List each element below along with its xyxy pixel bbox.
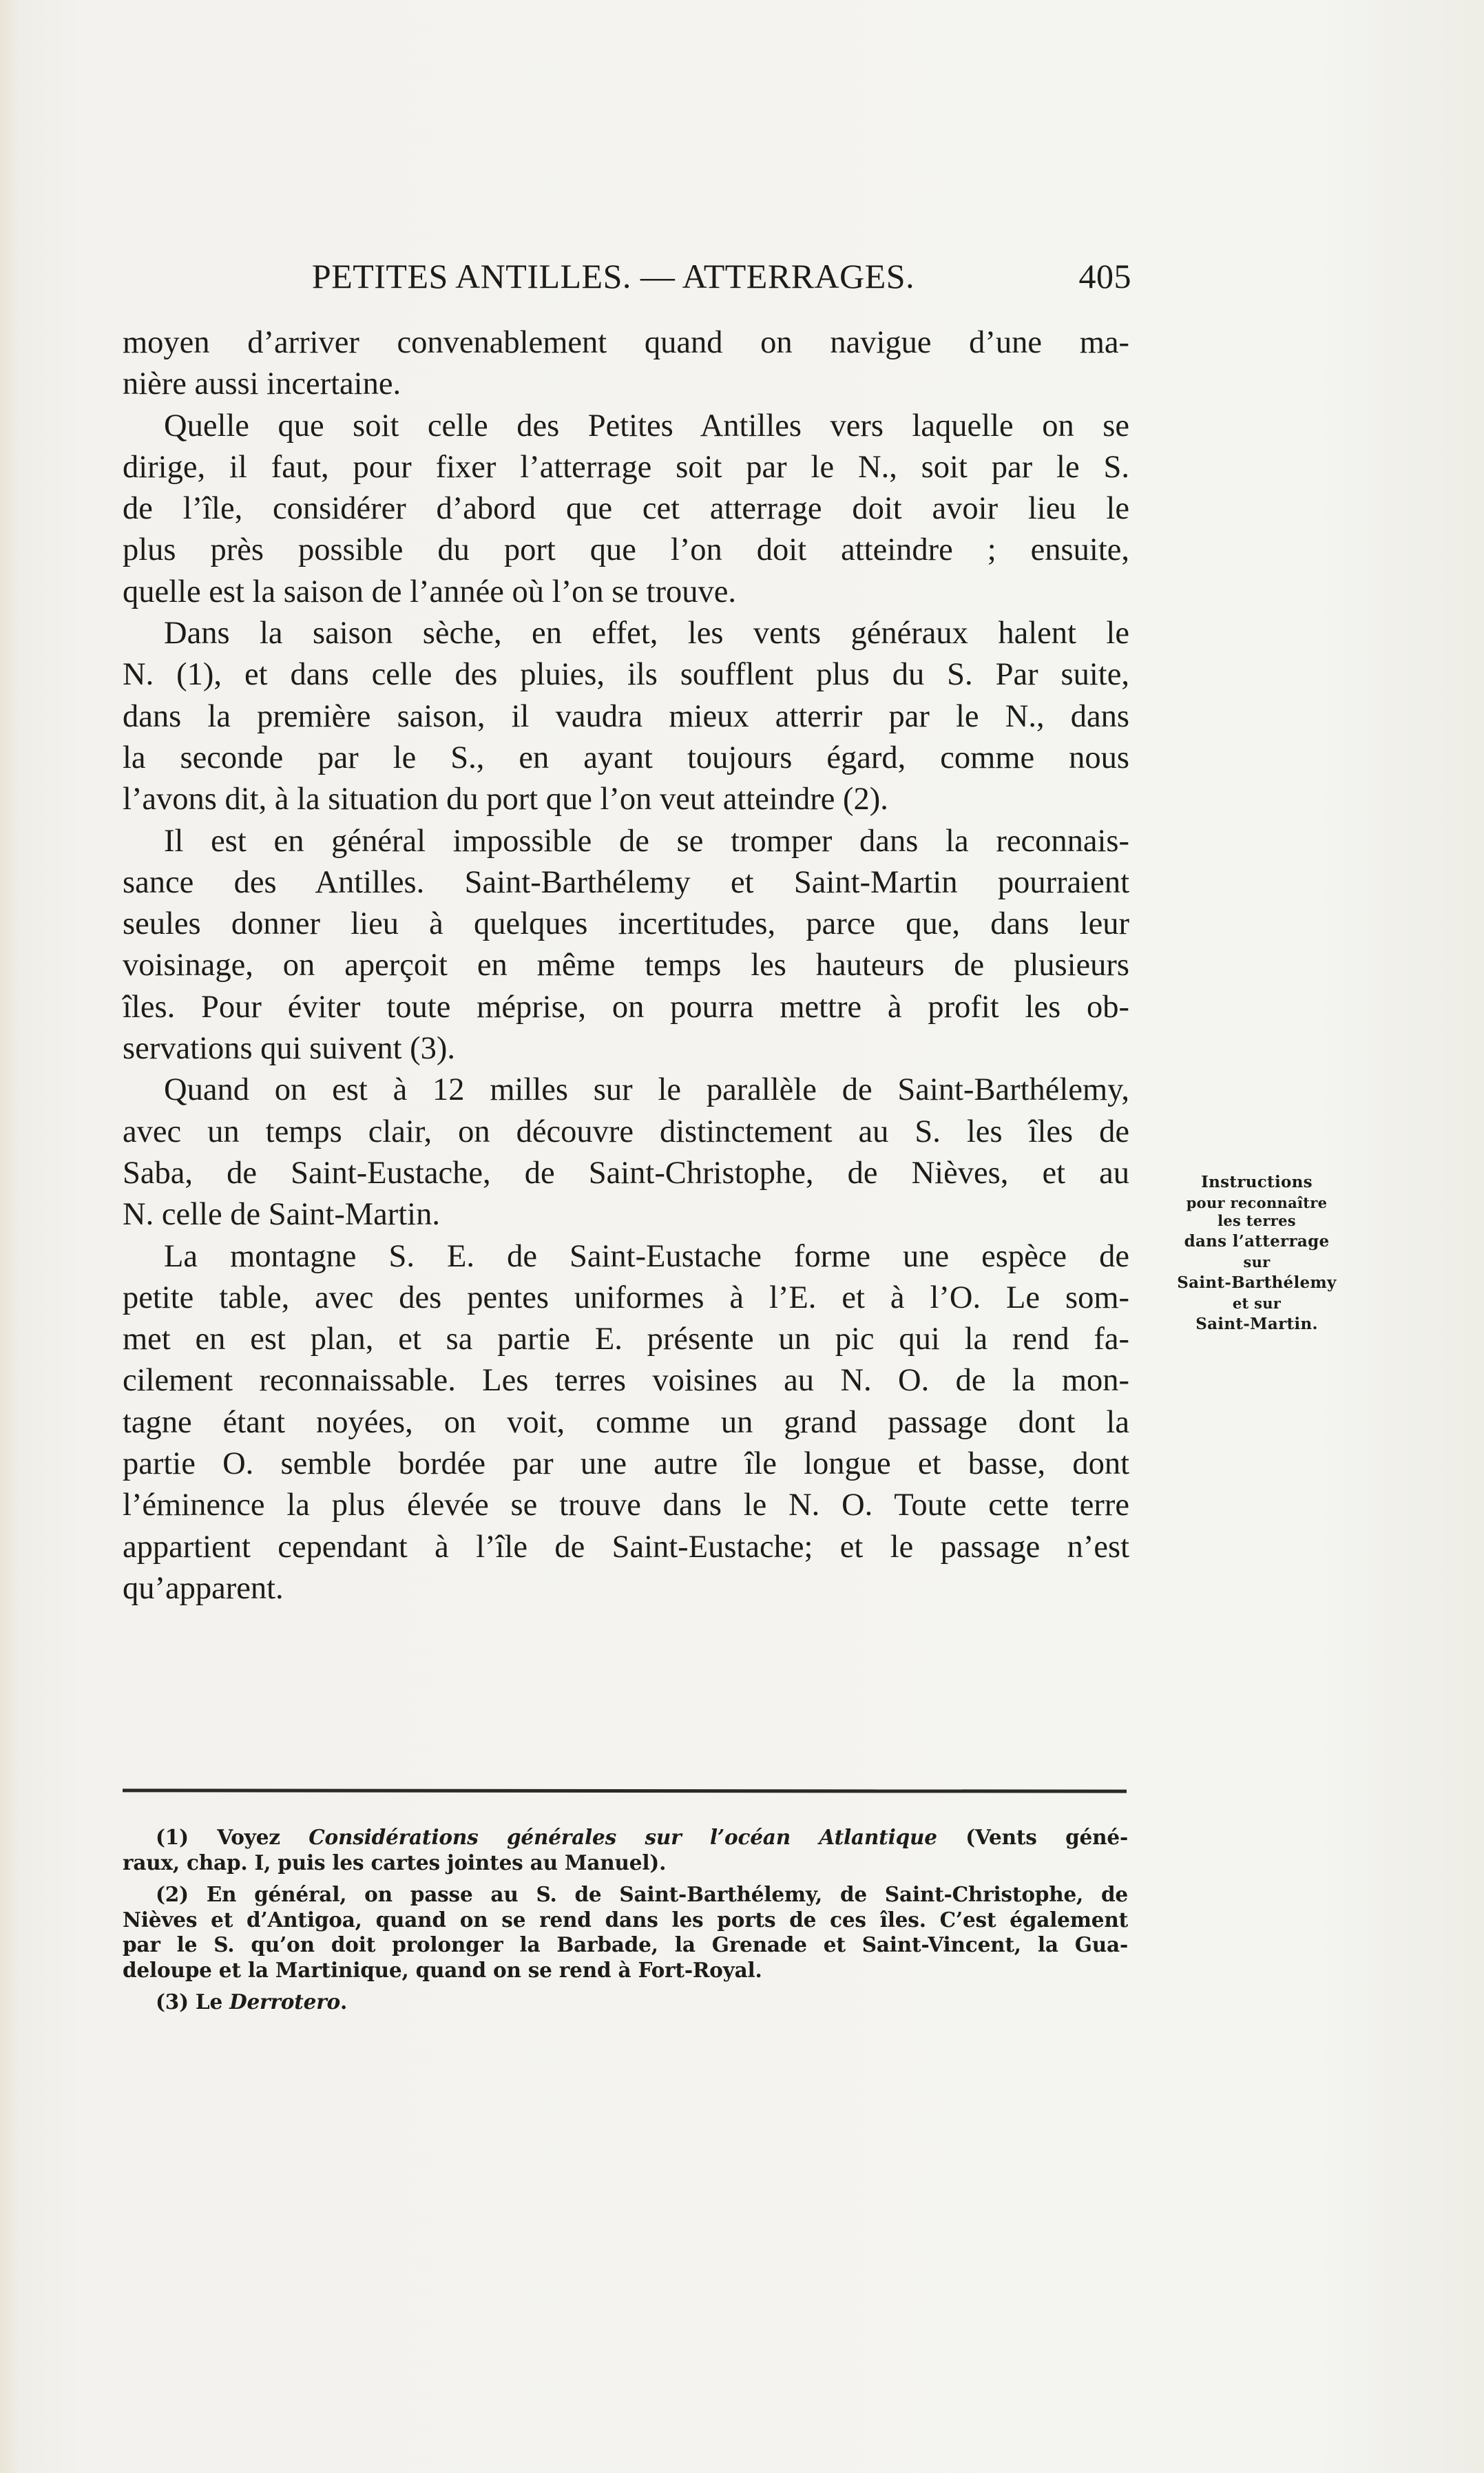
- paragraph: [123, 1069, 1129, 1235]
- text-line: avec un temps clair, on découvre distinctement au S. les îles de: [123, 1114, 1129, 1149]
- margin-note-line: Saint-Martin.: [1195, 1315, 1318, 1333]
- margin-note-line: Saint-Barthélemy: [1177, 1273, 1337, 1292]
- footnote-line: [123, 1958, 1128, 1983]
- text-line: partie O. semble bordée par une autre île longue et basse, dont: [123, 1446, 1129, 1482]
- text-line: appartient cependant à l’île de Saint-Eustache; et le passage n’est: [123, 1529, 1129, 1565]
- footnote-italic-title: Considérations générales sur l’océan Atlantique: [309, 1825, 937, 1849]
- footnote-3: [123, 1990, 1128, 2015]
- text-line: voisinage, on aperçoit en même temps les hauteurs de plusieurs: [123, 948, 1129, 983]
- footnote-line: [123, 1882, 1128, 1908]
- text-line: Saba, de Saint-Eustache, de Saint-Christophe, de Nièves, et au: [123, 1155, 1129, 1191]
- margin-note-line: sur: [1243, 1253, 1271, 1271]
- text-line: tagne étant noyées, on voit, comme un grand passage dont la: [123, 1404, 1129, 1440]
- text-line: La montagne S. E. de Saint-Eustache forme une espèce de: [164, 1238, 1129, 1274]
- footnote-rule: [123, 1788, 1127, 1793]
- margin-note-line: les terres: [1217, 1212, 1296, 1229]
- text-line: îles. Pour éviter toute méprise, on pourra mettre à profit les ob-: [123, 989, 1129, 1025]
- footnote-line: [123, 1932, 1128, 1958]
- text-line: sance des Antilles. Saint-Barthélemy et Saint-Martin pourraient: [123, 864, 1129, 900]
- text-line: l’éminence la plus élevée se trouve dans le N. O. Toute cette terre: [123, 1488, 1129, 1523]
- body-text: [123, 322, 1129, 1609]
- footnote-italic-title: Derrotero: [229, 1990, 341, 2014]
- footnote-line: [123, 1908, 1128, 1933]
- paragraph: [123, 1236, 1129, 1610]
- footnote-line: [123, 1850, 1128, 1876]
- margin-note-line: Instructions: [1201, 1173, 1313, 1191]
- paragraph: [123, 322, 1129, 406]
- text-line: Dans la saison sèche, en effet, les vents généraux halent le: [164, 616, 1129, 651]
- footnote-text: deloupe et la Martinique, quand on se rend à Fort-Royal.: [123, 1957, 762, 1982]
- footnote-text: .: [340, 1990, 348, 2014]
- margin-note-line: et sur: [1232, 1295, 1282, 1312]
- footnote-text: (3) Le: [156, 1990, 230, 2014]
- footnote-line: [123, 1990, 1128, 2015]
- page-number: 405: [1078, 257, 1131, 295]
- footnote-1: [123, 1825, 1128, 1875]
- text-line: seules donner lieu à quelques incertitudes, parce que, dans leur: [123, 906, 1129, 942]
- paragraph: [123, 613, 1129, 820]
- running-header: [123, 256, 1131, 298]
- text-line: Quand on est à 12 milles sur le parallèle de Saint-Barthélemy,: [164, 1072, 1129, 1108]
- footnote-text: Nièves et d’Antigoa, quand on se rend dans les ports de ces îles. C’est également: [123, 1907, 1128, 1932]
- text-line: cilement reconnaissable. Les terres voisines au N. O. de la mon-: [123, 1363, 1129, 1399]
- footnote-text: raux, chap. I, puis les cartes jointes au Manuel).: [123, 1850, 667, 1875]
- running-header-title: PETITES ANTILLES. — ATTERRAGES.: [311, 257, 915, 295]
- text-line: servations qui suivent (3).: [123, 1031, 456, 1067]
- text-line: N. (1), et dans celle des pluies, ils soufflent plus du S. Par suite,: [123, 657, 1129, 693]
- text-line: nière aussi incertaine.: [123, 366, 401, 402]
- text-line: moyen d’arriver convenablement quand on navigue d’une ma-: [123, 325, 1129, 360]
- margin-note-line: dans l’atterrage: [1184, 1232, 1330, 1251]
- text-line: Quelle que soit celle des Petites Antilles vers laquelle on se: [164, 408, 1129, 444]
- footnote-text: (1) Voyez: [156, 1825, 309, 1849]
- text-line: Il est en général impossible de se tromper dans la reconnais-: [164, 823, 1129, 859]
- text-line: plus près possible du port que l’on doit atteindre ; ensuite,: [123, 532, 1129, 568]
- text-line: quelle est la saison de l’année où l’on se trouve.: [123, 574, 736, 609]
- paragraph: [123, 406, 1129, 613]
- footnote-text: par le S. qu’on doit prolonger la Barbade, la Grenade et Saint-Vincent, la Gua-: [123, 1932, 1128, 1957]
- text-line: dans la première saison, il vaudra mieux atterrir par le N., dans: [123, 698, 1129, 734]
- footnote-text: (Vents géné-: [937, 1825, 1128, 1849]
- text-line: qu’apparent.: [123, 1570, 284, 1606]
- footnote-2: [123, 1882, 1128, 1983]
- text-line: petite table, avec des pentes uniformes à l’E. et à l’O. Le som-: [123, 1280, 1129, 1315]
- paragraph: [123, 821, 1129, 1070]
- text-line: dirige, il faut, pour fixer l’atterrage soit par le N., soit par le S.: [123, 449, 1129, 485]
- footnote-line: [123, 1825, 1128, 1850]
- footnote-text: (2) En général, on passe au S. de Saint-Barthélemy, de Saint-Christophe, de: [156, 1882, 1128, 1906]
- text-line: N. celle de Saint-Martin.: [123, 1197, 440, 1233]
- margin-note-line: pour reconnaître: [1186, 1194, 1328, 1211]
- text-line: met en est plan, et sa partie E. présente un pic qui la rend fa-: [123, 1322, 1129, 1357]
- text-line: l’avons dit, à la situation du port que l’on veut atteindre (2).: [123, 782, 888, 817]
- text-line: de l’île, considérer d’abord que cet atterrage doit avoir lieu le: [123, 491, 1129, 527]
- margin-note: [1143, 1171, 1370, 1336]
- text-line: la seconde par le S., en ayant toujours égard, comme nous: [123, 740, 1129, 775]
- footnotes: [123, 1825, 1128, 2022]
